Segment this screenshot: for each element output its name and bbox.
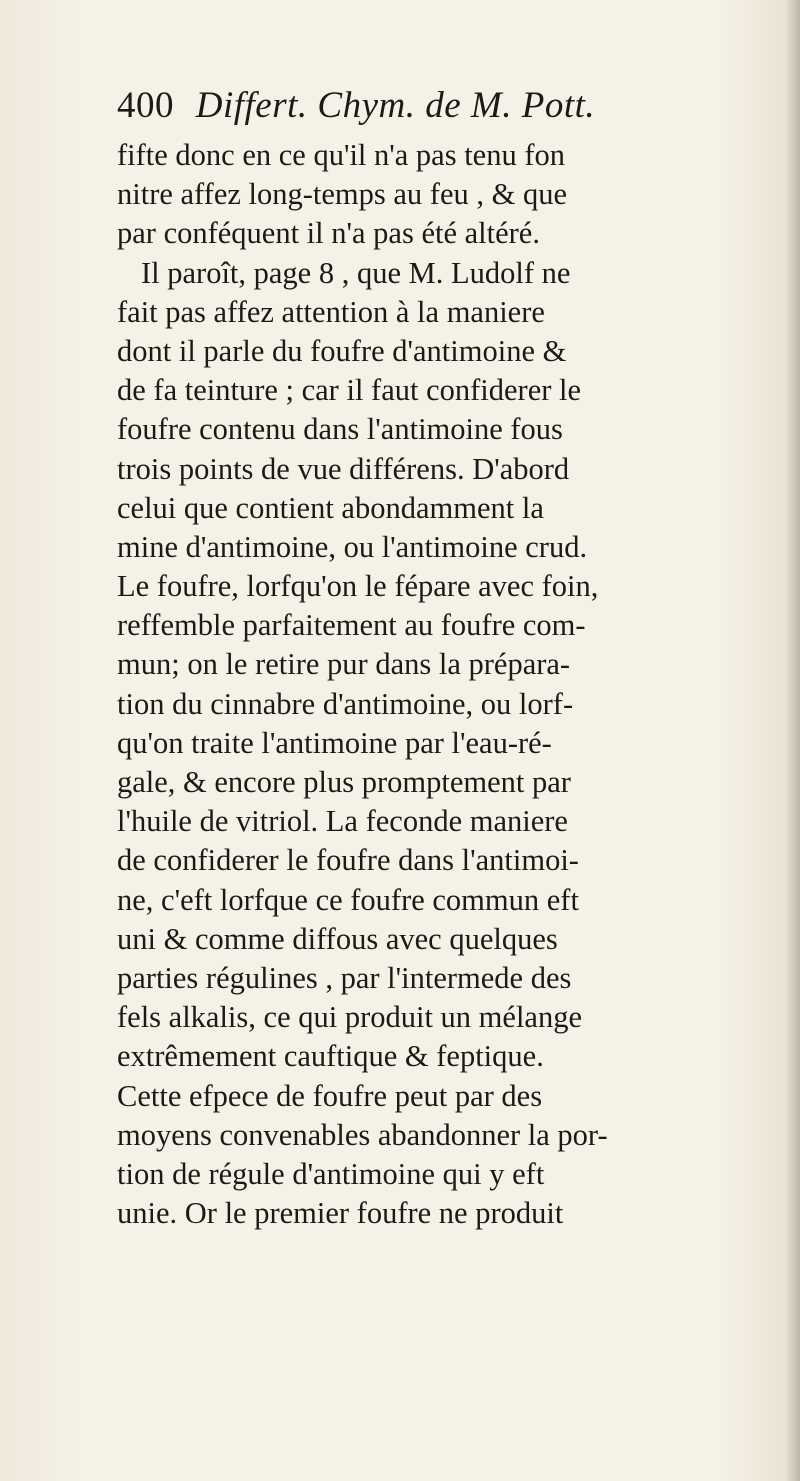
text-line: Le foufre, lorfqu'on le fépare avec foin,: [117, 569, 599, 604]
text-line: mine d'antimoine, ou l'antimoine crud.: [117, 529, 588, 564]
text-line: uni & comme diffous avec quelques: [117, 921, 558, 956]
text-line: Cette efpece de foufre peut par des: [117, 1078, 543, 1113]
page-header: [117, 84, 595, 127]
text-line: fait pas affez attention à la maniere: [117, 294, 545, 329]
text-line: parties régulines , par l'intermede des: [117, 960, 572, 995]
text-line: par conféquent il n'a pas été altéré.: [117, 216, 540, 251]
text-line: mun; on le retire pur dans la prépara-: [117, 647, 571, 682]
text-line: Il paroît, page 8 , que M. Ludolf ne: [141, 255, 571, 290]
text-line: de confiderer le foufre dans l'antimoi-: [117, 843, 579, 878]
text-line: l'huile de vitriol. La feconde maniere: [117, 804, 568, 839]
text-line: fels alkalis, ce qui produit un mélange: [117, 1000, 582, 1035]
text-line: moyens convenables abandonner la por-: [117, 1117, 608, 1152]
text-line: tion du cinnabre d'antimoine, ou lorf-: [117, 686, 574, 721]
text-line: de fa teinture ; car il faut confiderer le: [117, 373, 582, 408]
text-line: nitre affez long-temps au feu , & que: [117, 177, 567, 212]
text-line: reffemble parfaitement au foufre com-: [117, 608, 586, 643]
text-line: trois points de vue différens. D'abord: [117, 451, 570, 486]
body-text: [117, 136, 797, 1233]
text-line: unie. Or le premier foufre ne produit: [117, 1196, 564, 1231]
text-line: qu'on traite l'antimoine par l'eau-ré-: [117, 725, 552, 760]
text-line: ne, c'eft lorfque ce foufre commun eft: [117, 882, 579, 917]
text-line: tion de régule d'antimoine qui y eft: [117, 1156, 545, 1191]
text-line: foufre contenu dans l'antimoine fous: [117, 412, 563, 447]
text-line: fifte donc en ce qu'il n'a pas tenu fon: [117, 138, 565, 172]
running-title: Differt. Chym. de M. Pott.: [195, 85, 596, 126]
text-line: dont il parle du foufre d'antimoine &: [117, 333, 567, 368]
text-line: gale, & encore plus promptement par: [117, 765, 571, 799]
page-number: 400: [117, 85, 174, 126]
text-line: celui que contient abondamment la: [117, 490, 544, 525]
text-line: extrêmement cauftique & feptique.: [117, 1039, 544, 1074]
